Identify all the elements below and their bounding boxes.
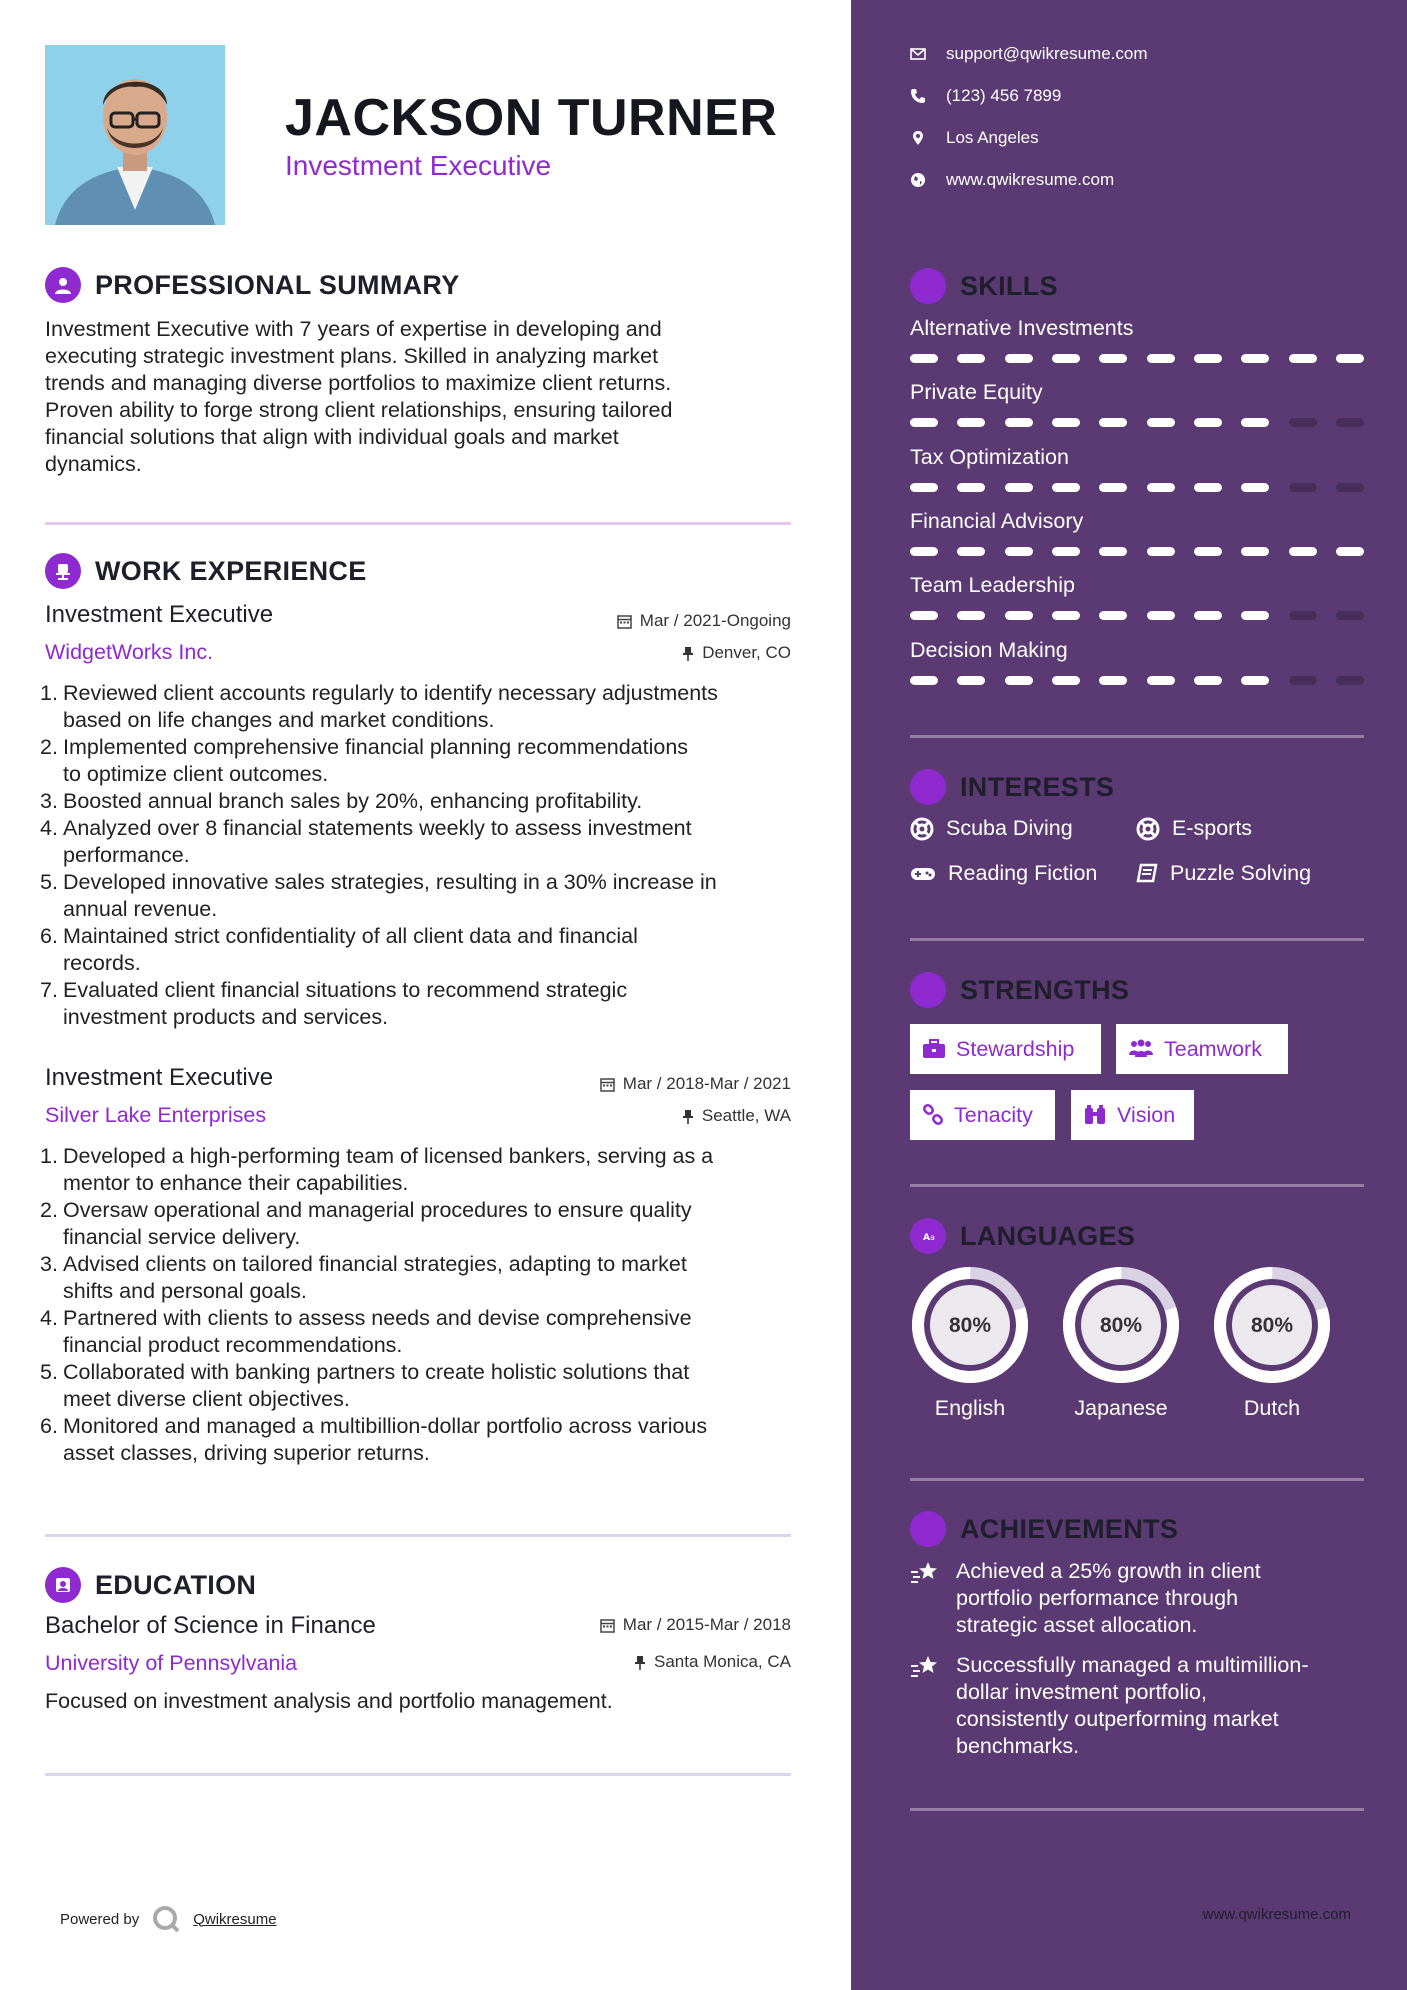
- skill-level-dot: [1099, 547, 1127, 556]
- experience-heading-text: WORK EXPERIENCE: [95, 555, 367, 586]
- summary-line: dynamics.: [45, 452, 142, 476]
- languages-heading-text: LANGUAGES: [960, 1220, 1136, 1251]
- list-item: 5. Developed innovative sales strategies, resulting in a 30% increase in annual revenue.: [40, 870, 717, 921]
- interest-label: Scuba Diving: [946, 816, 1073, 840]
- language-item: [910, 1265, 1030, 1421]
- skill-level-dot: [1194, 418, 1222, 427]
- contact-location-text: Los Angeles: [946, 128, 1039, 147]
- skill-level-dot: [1099, 611, 1127, 620]
- list-item: 2. Implemented comprehensive financial planning recommendations to optimize client outcomes.: [40, 735, 689, 786]
- list-item: 2. Oversaw operational and managerial procedures to ensure quality financial service delivery.: [40, 1198, 692, 1249]
- section-divider: [45, 1773, 791, 1776]
- graduate-icon: [45, 1567, 81, 1603]
- job-title: Investment Executive: [45, 601, 274, 628]
- experience-heading: [45, 553, 367, 589]
- skill-level-dot: [1336, 483, 1364, 492]
- summary-heading: [45, 267, 460, 303]
- skill-level-dot: [910, 418, 938, 427]
- skill-level-dot: [1241, 676, 1269, 685]
- list-item: 3. Advised clients on tailored financial strategies, adapting to market shifts and personal goals.: [40, 1252, 687, 1303]
- job-dates: [600, 1074, 791, 1094]
- skill-level-dot: [1099, 418, 1127, 427]
- skills-heading-text: SKILLS: [960, 270, 1058, 301]
- skill-level-dot: [957, 354, 985, 363]
- strengths-heading-text: STRENGTHS: [960, 974, 1130, 1005]
- job-location: [682, 643, 791, 663]
- lifebuoy-icon: [910, 817, 934, 841]
- company-name: WidgetWorks Inc.: [45, 640, 214, 664]
- achievement-line: Achieved a 25% growth in client: [956, 1559, 1261, 1583]
- contact-location: [910, 128, 1039, 148]
- footer-website[interactable]: www.qwikresume.com: [1202, 1906, 1351, 1923]
- lifebuoy-icon: [1136, 817, 1160, 841]
- job-dates: [617, 611, 791, 631]
- strength-badge: [1116, 1024, 1288, 1074]
- skill-level-dot: [1052, 418, 1080, 427]
- job-dates-text: Mar / 2018-Mar / 2021: [622, 1074, 791, 1093]
- interests-heading-text: INTERESTS: [960, 771, 1115, 802]
- person-illustration: [45, 45, 225, 225]
- contact-website-text: www.qwikresume.com: [946, 170, 1115, 189]
- job-location: [682, 1106, 791, 1126]
- education-location: [634, 1652, 791, 1672]
- sidebar-divider: [910, 1478, 1364, 1481]
- lightbulb-icon: [910, 268, 946, 304]
- skill-level-dot: [1289, 418, 1317, 427]
- achievement-line: benchmarks.: [956, 1734, 1080, 1758]
- pin-icon: [682, 646, 694, 661]
- skill-level-dot: [1147, 418, 1175, 427]
- skill-label: Private Equity: [910, 380, 1043, 405]
- list-item: 5. Collaborated with banking partners to create holistic solutions that meet diverse client objectives.: [40, 1360, 690, 1411]
- user-icon: [45, 267, 81, 303]
- powered-by: [60, 1904, 277, 1934]
- sidebar-divider: [910, 735, 1364, 738]
- skill-level-dot: [1099, 354, 1127, 363]
- skill-level-dot: [1005, 611, 1033, 620]
- qwikresume-link[interactable]: Qwikresume: [193, 1910, 277, 1928]
- sidebar-divider: [910, 1808, 1364, 1811]
- candidate-name: JACKSON TURNER: [285, 89, 778, 147]
- degree: Bachelor of Science in Finance: [45, 1612, 376, 1639]
- skill-level-dot: [1005, 418, 1033, 427]
- book-icon: [1136, 863, 1158, 885]
- sidebar-divider: [910, 1184, 1364, 1187]
- skill-level-dot: [1147, 483, 1175, 492]
- achievements-heading-text: ACHIEVEMENTS: [960, 1513, 1179, 1544]
- achievement-item: [910, 1558, 1364, 1639]
- job-location-text: Denver, CO: [702, 643, 791, 662]
- strength-label: Tenacity: [954, 1102, 1033, 1127]
- skill-level-dot: [1099, 676, 1127, 685]
- strengths-heading: [910, 972, 1129, 1008]
- list-item: 3. Boosted annual branch sales by 20%, enhancing profitability.: [40, 789, 643, 813]
- language-ring: [910, 1265, 1030, 1385]
- skill-label: Financial Advisory: [910, 508, 1084, 533]
- skill-label: Alternative Investments: [910, 316, 1134, 340]
- skill-level-dot: [1289, 354, 1317, 363]
- interest-item: [910, 816, 1073, 841]
- achievement-line: portfolio performance through: [956, 1586, 1239, 1610]
- job-title: Investment Executive: [45, 1064, 274, 1091]
- strength-label: Stewardship: [956, 1036, 1075, 1061]
- skill-level-dot: [1241, 611, 1269, 620]
- contact-website[interactable]: [910, 170, 1114, 190]
- strength-label: Teamwork: [1164, 1036, 1262, 1061]
- gamepad-icon: [910, 864, 936, 884]
- skill-level-dot: [1336, 354, 1364, 363]
- skill-level-dot: [1194, 676, 1222, 685]
- calendar-icon: [600, 1077, 615, 1092]
- qwikresume-logo-icon: [151, 1904, 181, 1934]
- skill-level-dot: [1289, 547, 1317, 556]
- skill-level-dot: [957, 483, 985, 492]
- skill-level-dot: [1289, 483, 1317, 492]
- skill-level-dot: [957, 547, 985, 556]
- interest-label: Puzzle Solving: [1170, 861, 1312, 885]
- users-icon: [1128, 1039, 1154, 1059]
- briefcase-icon: [922, 1039, 946, 1059]
- list-item: 6. Maintained strict confidentiality of all client data and financial records.: [40, 924, 638, 975]
- achievement-line: strategic asset allocation.: [956, 1613, 1198, 1637]
- skill-level-bar: [910, 418, 1364, 428]
- paper-plane-icon: [910, 769, 946, 805]
- school-name: University of Pennsylvania: [45, 1651, 298, 1675]
- phone-icon: [910, 88, 926, 104]
- education-dates-text: Mar / 2015-Mar / 2018: [622, 1615, 791, 1634]
- language-percent: 80%: [1099, 1314, 1143, 1337]
- summary-line: financial solutions that align with individual goals and market: [45, 425, 619, 449]
- summary-line: trends and managing diverse portfolios to maximize client returns.: [45, 371, 672, 395]
- skill-level-dot: [1336, 611, 1364, 620]
- job-bullets: [40, 1143, 835, 1467]
- contact-email[interactable]: [910, 44, 1148, 64]
- strength-label: Vision: [1117, 1102, 1176, 1127]
- contact-phone[interactable]: [910, 86, 1061, 106]
- calendar-icon: [600, 1618, 615, 1633]
- summary-line: Proven ability to forge strong client relationships, ensuring tailored: [45, 398, 673, 422]
- skill-level-dot: [910, 676, 938, 685]
- skill-level-dot: [1194, 483, 1222, 492]
- summary-text: [45, 316, 825, 478]
- binoculars-icon: [1083, 1104, 1107, 1126]
- pin-icon: [634, 1655, 646, 1670]
- list-item: 4. Partnered with clients to assess needs and devise comprehensive financial product recommendations.: [40, 1306, 692, 1357]
- skill-label: Team Leadership: [910, 573, 1075, 598]
- interest-label: Reading Fiction: [948, 861, 1098, 885]
- profile-photo: [45, 45, 225, 225]
- summary-heading-text: PROFESSIONAL SUMMARY: [95, 269, 460, 300]
- strength-badge: [1071, 1090, 1194, 1140]
- skills-heading: [910, 268, 1058, 304]
- skill-level-dot: [1052, 483, 1080, 492]
- education-dates: [600, 1615, 791, 1635]
- interest-item: [910, 861, 1097, 886]
- achievement-item: [910, 1652, 1364, 1760]
- candidate-title: Investment Executive: [285, 150, 552, 181]
- skill-level-dot: [1194, 611, 1222, 620]
- pin-icon: [682, 1109, 694, 1124]
- company-name: Silver Lake Enterprises: [45, 1103, 267, 1127]
- language-ring: [1061, 1265, 1181, 1385]
- education-heading-text: EDUCATION: [95, 1569, 257, 1600]
- map-marker-icon: [910, 130, 926, 146]
- language-percent: 80%: [948, 1314, 992, 1337]
- list-item: 1. Reviewed client accounts regularly to identify necessary adjustments based on life changes and market conditions.: [40, 681, 718, 732]
- skill-level-dot: [1241, 547, 1269, 556]
- svg-text:a: a: [930, 1233, 935, 1242]
- skill-level-dot: [1052, 354, 1080, 363]
- section-divider: [45, 1534, 791, 1537]
- achievement-line: dollar investment portfolio,: [956, 1680, 1207, 1704]
- link-icon: [922, 1104, 944, 1126]
- skill-level-dot: [910, 547, 938, 556]
- skill-level-dot: [1052, 676, 1080, 685]
- contact-email-text: support@qwikresume.com: [946, 44, 1148, 63]
- skill-level-dot: [1052, 547, 1080, 556]
- globe-icon: [910, 172, 926, 188]
- summary-line: executing strategic investment plans. Skilled in analyzing market: [45, 344, 659, 368]
- skill-level-dot: [1005, 547, 1033, 556]
- strength-badge: [910, 1090, 1055, 1140]
- education-location-text: Santa Monica, CA: [653, 1652, 791, 1671]
- skill-label: Decision Making: [910, 637, 1068, 662]
- envelope-icon: [910, 46, 926, 62]
- skill-level-dot: [1289, 676, 1317, 685]
- calendar-icon: [617, 614, 632, 629]
- sidebar-divider: [910, 938, 1364, 941]
- list-item: 7. Evaluated client financial situations to recommend strategic investment products and services.: [40, 978, 628, 1029]
- job-location-text: Seattle, WA: [701, 1106, 791, 1125]
- skill-level-dot: [1194, 547, 1222, 556]
- skill-level-dot: [1241, 418, 1269, 427]
- summary-line: Investment Executive with 7 years of expertise in developing and: [45, 317, 662, 341]
- skill-level-dot: [1005, 483, 1033, 492]
- briefcase-chair-icon: [45, 553, 81, 589]
- skill-level-dot: [1005, 676, 1033, 685]
- language-name: Dutch: [1243, 1396, 1301, 1420]
- interest-label: E-sports: [1172, 816, 1253, 840]
- translate-icon: [910, 1218, 946, 1254]
- job-bullets: [40, 680, 835, 1031]
- list-item: 6. Monitored and managed a multibillion-dollar portfolio across various asset classes, driving superior returns.: [40, 1414, 708, 1465]
- interest-item: [1136, 816, 1252, 841]
- achievements-heading: [910, 1511, 1178, 1547]
- skill-level-dot: [1241, 354, 1269, 363]
- shooting-star-icon: [910, 1560, 940, 1586]
- achievement-line: Successfully managed a multimillion-: [956, 1653, 1309, 1677]
- language-item: [1061, 1265, 1181, 1421]
- contact-phone-text: (123) 456 7899: [946, 86, 1062, 105]
- skill-level-dot: [910, 483, 938, 492]
- skill-level-dot: [1052, 611, 1080, 620]
- skill-level-bar: [910, 676, 1364, 686]
- skill-level-dot: [1147, 611, 1175, 620]
- skill-level-dot: [1336, 418, 1364, 427]
- skill-level-bar: [910, 611, 1364, 621]
- skill-level-dot: [957, 676, 985, 685]
- interests-heading: [910, 769, 1114, 805]
- skill-level-dot: [910, 611, 938, 620]
- interest-item: [1136, 861, 1311, 886]
- star-badge-icon: [910, 1511, 946, 1547]
- skill-level-dot: [1289, 611, 1317, 620]
- skill-level-dot: [1147, 354, 1175, 363]
- skill-level-dot: [910, 354, 938, 363]
- skill-level-dot: [1099, 483, 1127, 492]
- skill-level-bar: [910, 483, 1364, 493]
- languages-heading: [910, 1218, 1135, 1254]
- job-dates-text: Mar / 2021-Ongoing: [639, 611, 791, 630]
- skill-level-dot: [1336, 676, 1364, 685]
- skill-level-dot: [957, 418, 985, 427]
- skill-level-dot: [957, 611, 985, 620]
- section-divider: [45, 522, 791, 525]
- language-name: Japanese: [1074, 1396, 1168, 1420]
- skill-level-bar: [910, 547, 1364, 557]
- skill-level-dot: [1005, 354, 1033, 363]
- powered-by-text: Powered by: [60, 1910, 140, 1928]
- language-name: English: [934, 1396, 1006, 1420]
- skill-level-bar: [910, 354, 1364, 364]
- skill-label: Tax Optimization: [910, 444, 1069, 469]
- skill-level-dot: [1241, 483, 1269, 492]
- language-percent: 80%: [1250, 1314, 1294, 1337]
- skill-level-dot: [1147, 547, 1175, 556]
- skill-level-dot: [1194, 354, 1222, 363]
- shooting-star-icon: [910, 1654, 940, 1680]
- language-item: [1212, 1265, 1332, 1421]
- language-ring: [1212, 1265, 1332, 1385]
- achievement-line: consistently outperforming market: [956, 1707, 1279, 1731]
- fist-icon: [910, 972, 946, 1008]
- svg-text:A: A: [923, 1233, 930, 1243]
- list-item: 4. Analyzed over 8 financial statements weekly to assess investment performance.: [40, 816, 692, 867]
- education-heading: [45, 1567, 256, 1603]
- skill-level-dot: [1336, 547, 1364, 556]
- strength-badge: [910, 1024, 1101, 1074]
- skill-level-dot: [1147, 676, 1175, 685]
- list-item: 1. Developed a high-performing team of licensed bankers, serving as a mentor to enhance their capabilities.: [40, 1144, 714, 1195]
- education-description: Focused on investment analysis and portfolio management.: [45, 1689, 613, 1713]
